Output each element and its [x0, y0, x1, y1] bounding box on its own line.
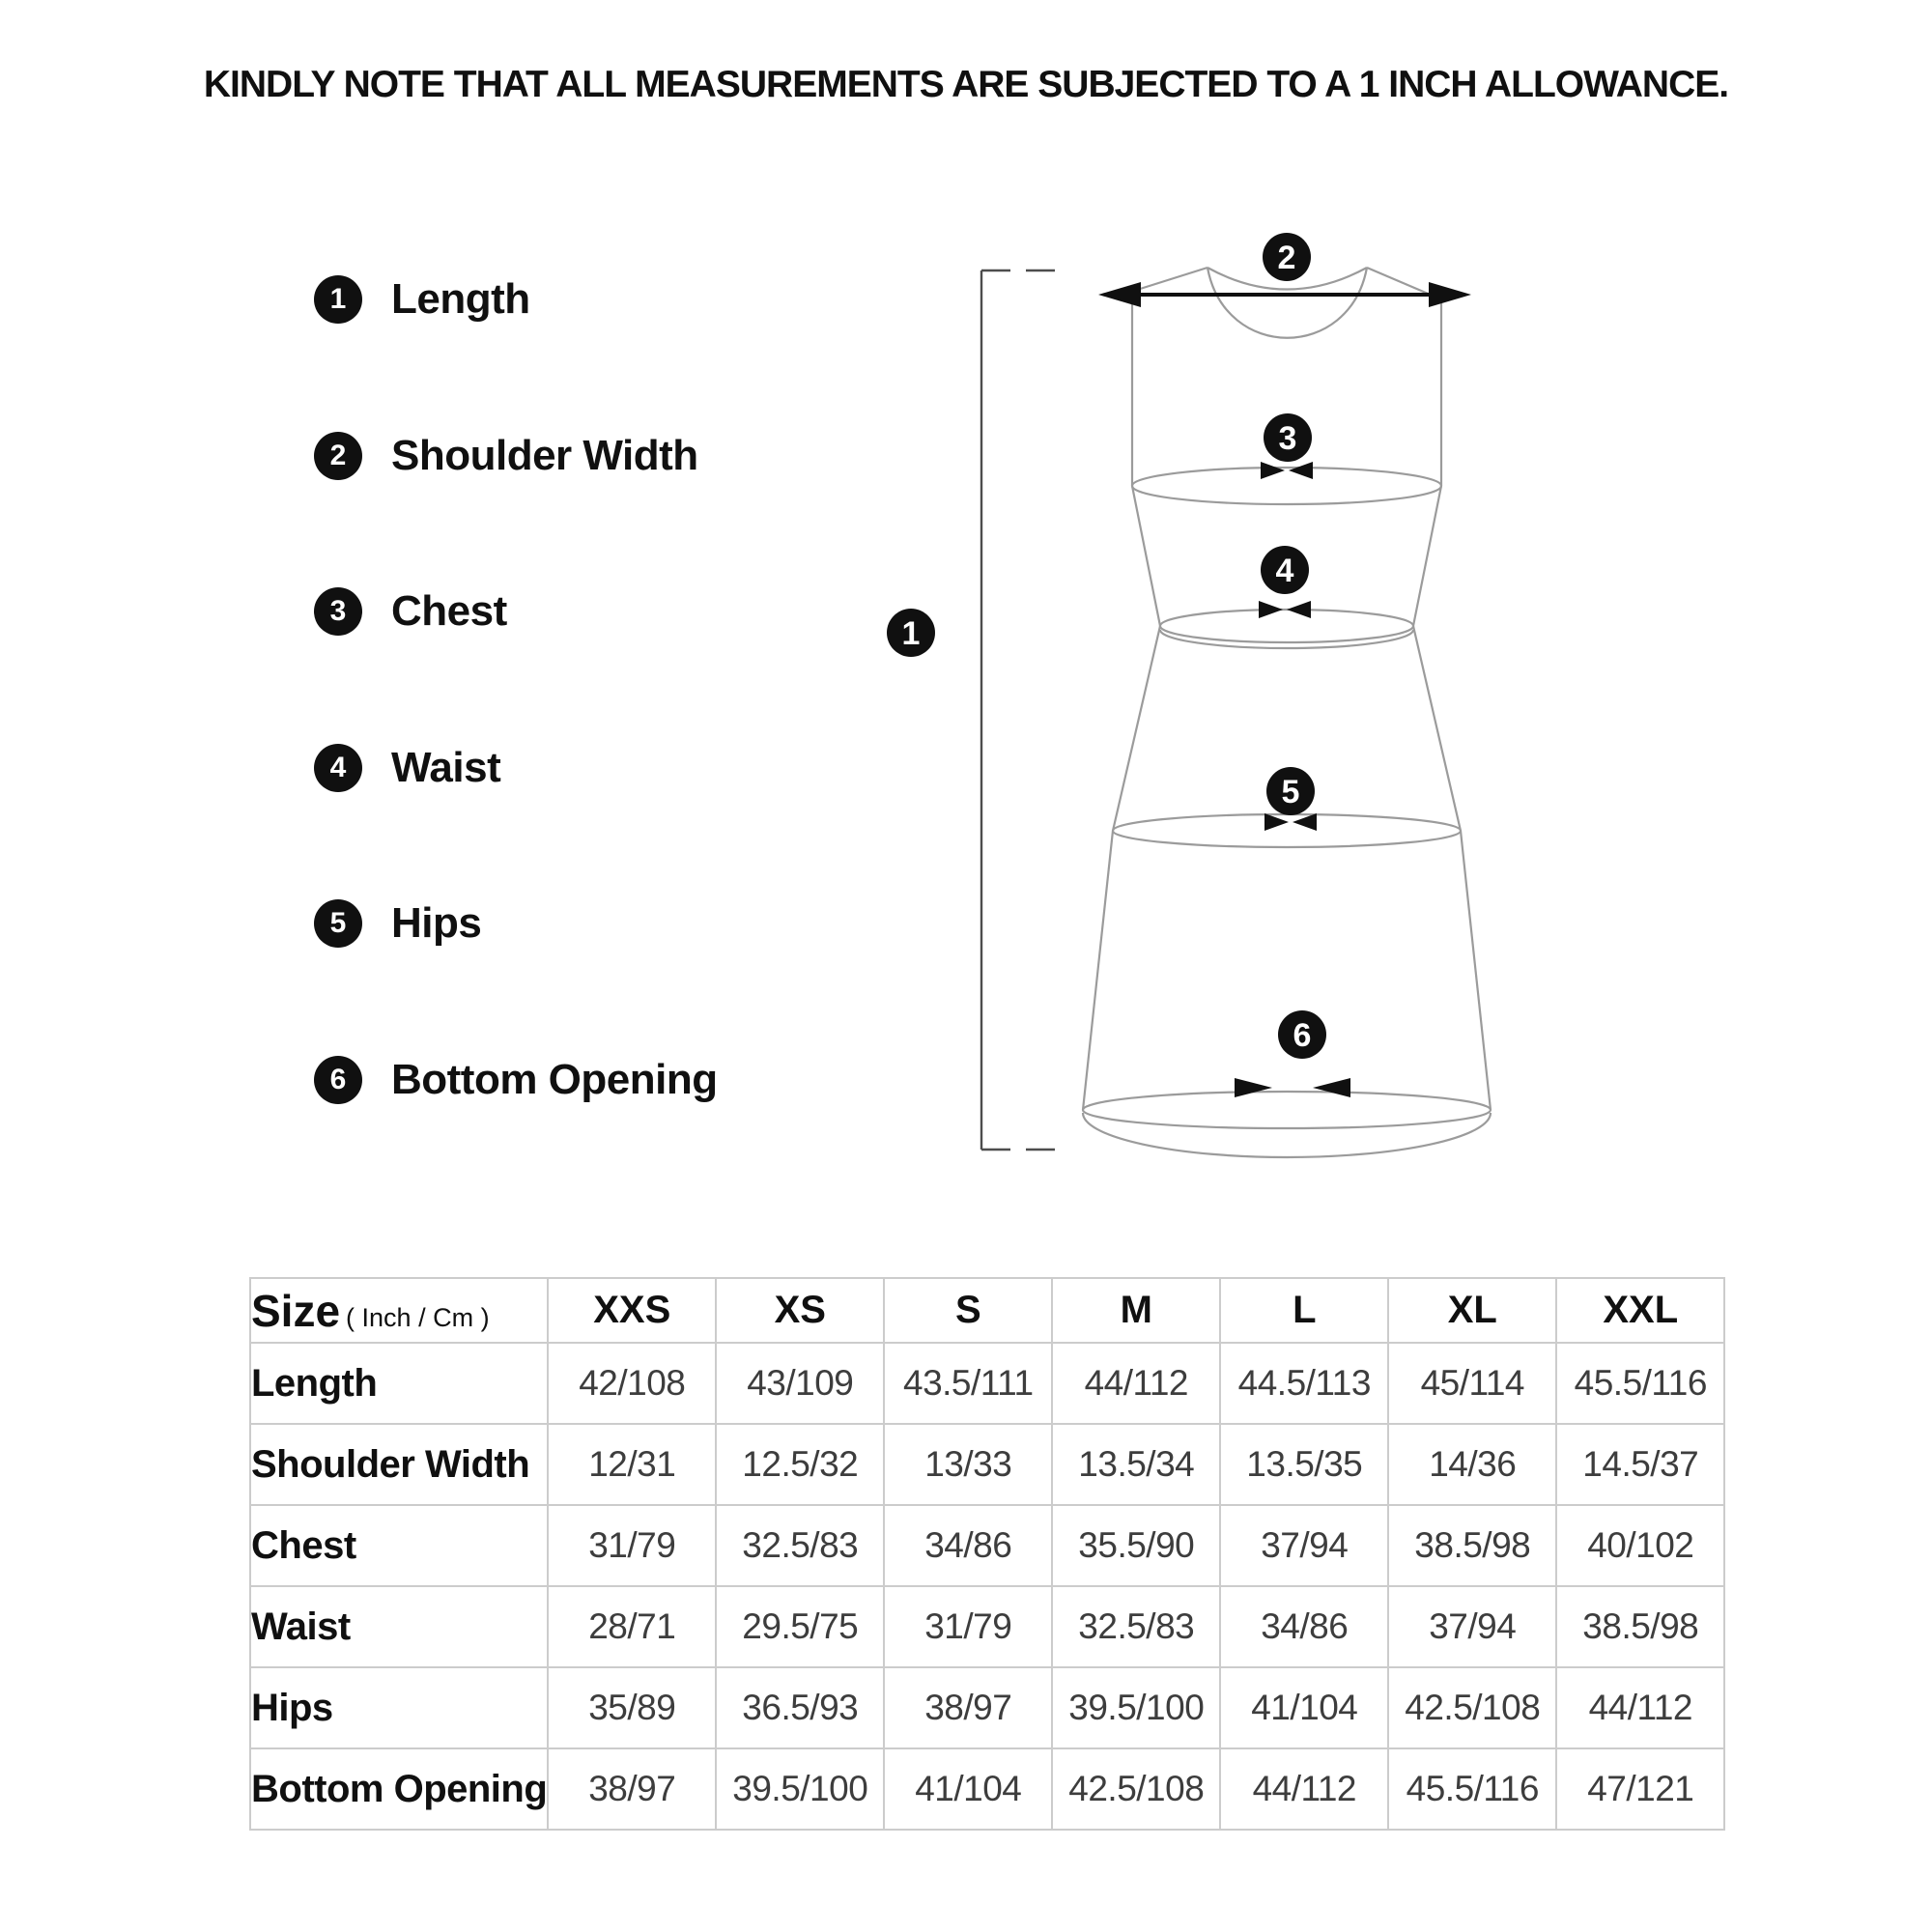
table-row-length — [250, 1343, 1724, 1424]
measurement-cell: 37/94 — [1220, 1505, 1388, 1586]
legend-badge-1: 1 — [314, 275, 362, 324]
measurement-cell: 44/112 — [1220, 1748, 1388, 1830]
column-header-l: L — [1220, 1278, 1388, 1343]
row-label: Waist — [250, 1586, 548, 1667]
diagram-badge-3 — [1264, 413, 1312, 462]
measurement-cell: 43/109 — [716, 1343, 884, 1424]
row-label: Bottom Opening — [250, 1748, 548, 1830]
measurement-cell: 34/86 — [884, 1505, 1052, 1586]
diagram-badge-2 — [1263, 233, 1311, 281]
legend-badge-3: 3 — [314, 587, 362, 636]
column-header-xs: XS — [716, 1278, 884, 1343]
row-label: Hips — [250, 1667, 548, 1748]
legend-badge-5: 5 — [314, 899, 362, 948]
svg-text:1: 1 — [901, 615, 921, 652]
measurement-cell: 12.5/32 — [716, 1424, 884, 1505]
measurement-cell: 35.5/90 — [1052, 1505, 1220, 1586]
hips-mark — [1264, 813, 1317, 831]
measurement-cell: 35/89 — [548, 1667, 716, 1748]
column-header-xxs: XXS — [548, 1278, 716, 1343]
measurement-cell: 44/112 — [1556, 1667, 1724, 1748]
row-label: Shoulder Width — [250, 1424, 548, 1505]
table-row-shoulder-width — [250, 1424, 1724, 1505]
legend-badge-6: 6 — [314, 1056, 362, 1104]
measurement-cell: 47/121 — [1556, 1748, 1724, 1830]
table-row-waist — [250, 1586, 1724, 1667]
allowance-note: KINDLY NOTE THAT ALL MEASUREMENTS ARE SUBJECTED TO A 1 INCH ALLOWANCE. — [203, 64, 1729, 105]
diagram-badge-5 — [1266, 767, 1315, 815]
measurement-cell: 34/86 — [1220, 1586, 1388, 1667]
shoulder-width-arrow — [1098, 282, 1471, 307]
column-header-xxl: XXL — [1556, 1278, 1724, 1343]
size-header-cell — [250, 1278, 548, 1343]
diagram-badge-6 — [1278, 1010, 1326, 1059]
unit-label: ( Inch / Cm ) — [346, 1302, 490, 1332]
measurement-cell: 45.5/116 — [1556, 1343, 1724, 1424]
measurement-cell: 36.5/93 — [716, 1667, 884, 1748]
measurement-cell: 13/33 — [884, 1424, 1052, 1505]
measurement-cell: 44/112 — [1052, 1343, 1220, 1424]
measurement-cell: 40/102 — [1556, 1505, 1724, 1586]
svg-text:4: 4 — [1275, 553, 1294, 589]
measurement-cell: 38.5/98 — [1388, 1505, 1556, 1586]
measurement-cell: 44.5/113 — [1220, 1343, 1388, 1424]
measurement-cell: 32.5/83 — [716, 1505, 884, 1586]
legend-badge-4: 4 — [314, 744, 362, 792]
arrow-right-icon — [1429, 282, 1471, 307]
arrow-left-icon — [1098, 282, 1141, 307]
measurement-cell: 13.5/35 — [1220, 1424, 1388, 1505]
row-label: Chest — [250, 1505, 548, 1586]
diagram-badge-1 — [887, 609, 935, 657]
length-bracket — [981, 270, 1070, 1150]
measurement-cell: 43.5/111 — [884, 1343, 1052, 1424]
size-table — [249, 1277, 1725, 1831]
diagram-badge-4 — [1261, 546, 1309, 594]
legend-badge-2: 2 — [314, 432, 362, 480]
measurement-cell: 31/79 — [548, 1505, 716, 1586]
measurement-cell: 13.5/34 — [1052, 1424, 1220, 1505]
legend-label: Bottom Opening — [391, 1056, 718, 1103]
measurement-cell: 42.5/108 — [1388, 1667, 1556, 1748]
column-header-s: S — [884, 1278, 1052, 1343]
legend-label: Length — [391, 275, 530, 323]
measurement-cell: 39.5/100 — [716, 1748, 884, 1830]
measurement-cell: 12/31 — [548, 1424, 716, 1505]
measurement-cell: 29.5/75 — [716, 1586, 884, 1667]
size-label: Size — [251, 1285, 341, 1336]
svg-text:2: 2 — [1277, 240, 1296, 276]
measurement-cell: 28/71 — [548, 1586, 716, 1667]
legend-label: Hips — [391, 899, 482, 947]
measurement-cell: 37/94 — [1388, 1586, 1556, 1667]
column-header-xl: XL — [1388, 1278, 1556, 1343]
legend-label: Chest — [391, 587, 507, 635]
table-row-chest — [250, 1505, 1724, 1586]
chest-mark — [1261, 462, 1313, 479]
measurement-cell: 42.5/108 — [1052, 1748, 1220, 1830]
measurement-cell: 14/36 — [1388, 1424, 1556, 1505]
measurement-cell: 41/104 — [1220, 1667, 1388, 1748]
measurement-cell: 39.5/100 — [1052, 1667, 1220, 1748]
measurement-cell: 38.5/98 — [1556, 1586, 1724, 1667]
measurement-cell: 38/97 — [884, 1667, 1052, 1748]
column-header-m: M — [1052, 1278, 1220, 1343]
measurement-cell: 32.5/83 — [1052, 1586, 1220, 1667]
svg-text:6: 6 — [1293, 1017, 1312, 1054]
measurement-cell: 14.5/37 — [1556, 1424, 1724, 1505]
measurement-cell: 45/114 — [1388, 1343, 1556, 1424]
measurement-cell: 45.5/116 — [1388, 1748, 1556, 1830]
svg-text:3: 3 — [1278, 420, 1297, 457]
measurement-cell: 31/79 — [884, 1586, 1052, 1667]
table-row-bottom-opening — [250, 1748, 1724, 1830]
measurement-cell: 42/108 — [548, 1343, 716, 1424]
bottom-opening-mark — [1235, 1078, 1350, 1097]
table-header-row — [250, 1278, 1724, 1343]
svg-text:5: 5 — [1281, 774, 1300, 810]
measurement-cell: 41/104 — [884, 1748, 1052, 1830]
table-row-hips — [250, 1667, 1724, 1748]
legend-label: Waist — [391, 744, 501, 791]
legend-label: Shoulder Width — [391, 432, 698, 479]
measurement-cell: 38/97 — [548, 1748, 716, 1830]
row-label: Length — [250, 1343, 548, 1424]
